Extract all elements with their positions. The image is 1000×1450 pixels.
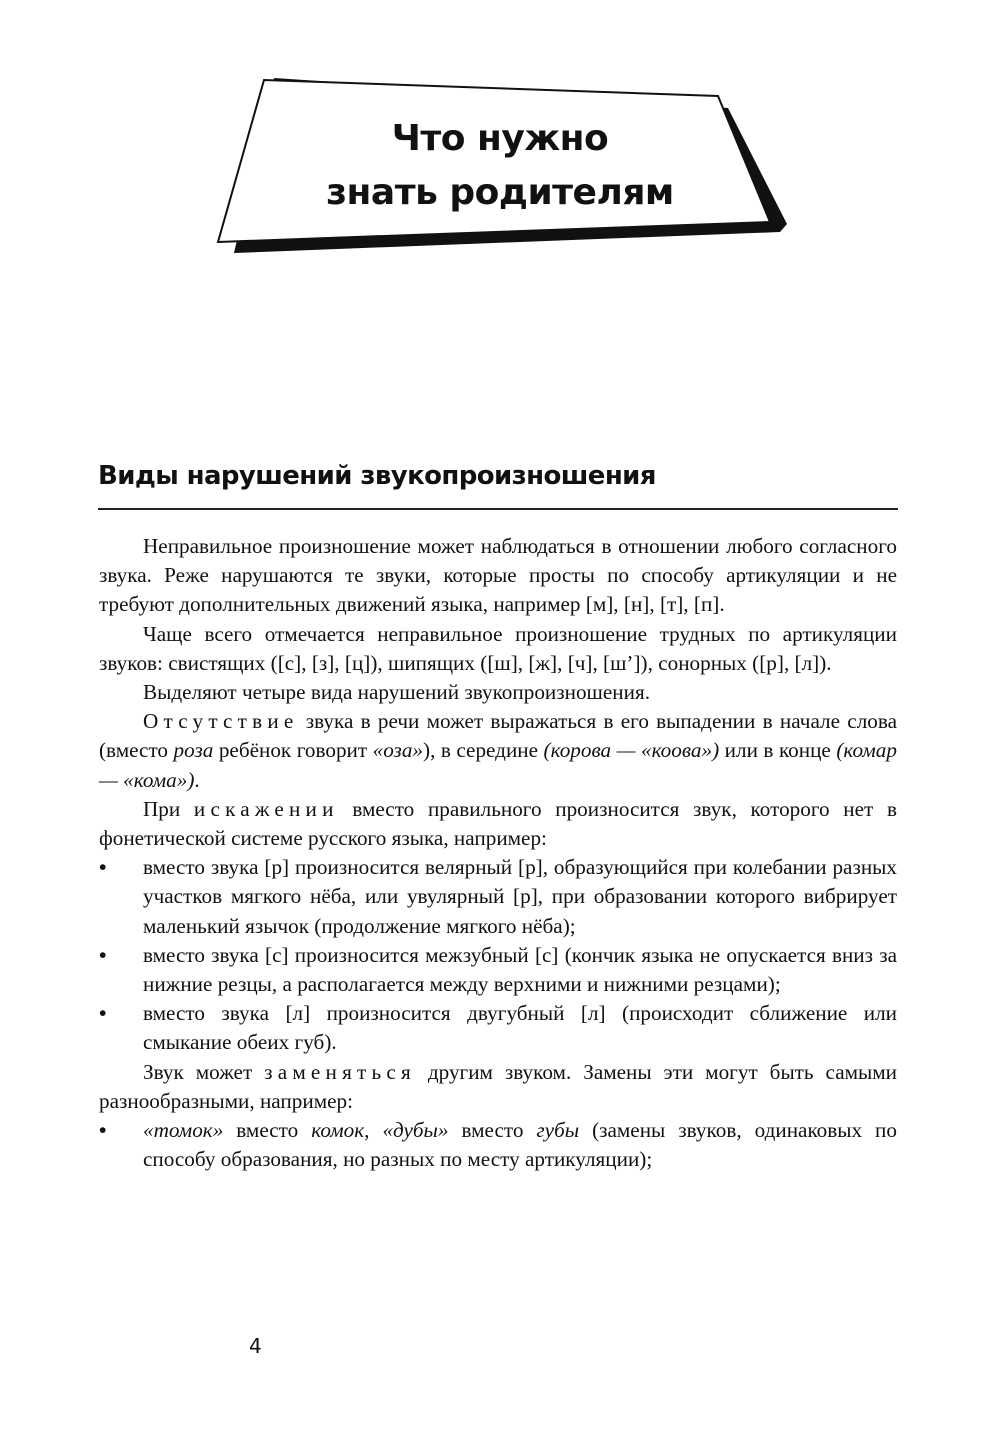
example-word: губы xyxy=(536,1118,580,1143)
bullet-icon: • xyxy=(99,1118,107,1143)
bullet-icon: • xyxy=(99,942,107,967)
example-word: «дубы» xyxy=(382,1118,449,1143)
list-item xyxy=(99,853,897,941)
text-run: При xyxy=(143,796,194,821)
heading-divider xyxy=(98,508,898,510)
text-run: звука в речи может выражаться в его выпадении в начале слова (вместо xyxy=(99,709,897,763)
text-run: или в конце xyxy=(719,738,837,763)
chapter-banner xyxy=(210,70,800,260)
bullet-icon: • xyxy=(99,1001,107,1026)
body-text xyxy=(99,532,897,1174)
distortion-list xyxy=(99,853,897,1057)
page-number: 4 xyxy=(249,1334,262,1358)
text-run: ребёнок говорит xyxy=(213,738,373,763)
list-item-text: вместо звука [с] произносится межзубный [с] (кончик языка не опускается вниз за нижние резцы, а располагается между верхними и нижними резцами); xyxy=(143,942,897,997)
text-run: (замены звуков, одинаковых по способу образования, но разных по месту артикуляции); xyxy=(143,1118,897,1172)
text-run: ), в середине xyxy=(423,738,544,763)
term-absence: Отсутствие xyxy=(143,709,299,734)
term-substitution: заменяться xyxy=(264,1059,416,1084)
text-run: , xyxy=(364,1118,383,1143)
paragraph-distortion xyxy=(99,795,897,853)
list-item-text: вместо звука [р] произносится велярный [р], образующийся при колебании разных участков мягкого нёба, или увулярный [р], при образовании которого вибрирует маленький язычок (продолжение мягкого нёба); xyxy=(143,855,897,938)
paragraph-2: Чаще всего отмечается неправильное произношение трудных по артикуляции звуков: свистящих ([с], [з], [ц]), шипящих ([ш], [ж], [ч], [ш’]), сонорных ([р], [л]). xyxy=(99,621,897,675)
text-run: другим звуком. Замены эти могут быть самыми разнообразными, например: xyxy=(99,1059,897,1113)
list-item xyxy=(99,1116,897,1174)
text-run: вместо правильного произносится звук, которого нет в фонетической системе русского языка, например: xyxy=(99,796,897,851)
text-run: . xyxy=(194,767,200,792)
list-item xyxy=(99,999,897,1057)
section-heading: Виды нарушений звукопроизношения xyxy=(98,461,656,491)
text-run: Звук может xyxy=(143,1059,265,1084)
example-word: (комар — «кома») xyxy=(99,738,897,792)
paragraph-substitution xyxy=(99,1058,897,1116)
example-word: (корова — «коова») xyxy=(543,738,720,763)
term-distortion: искажении xyxy=(193,796,339,821)
list-item-text: вместо звука [л] произносится двугубный [л] (происходит сближение или смыкание обеих губ). xyxy=(143,1001,897,1055)
substitution-list xyxy=(99,1116,897,1174)
chapter-title-line-1: Что нужно xyxy=(391,118,609,159)
list-item xyxy=(99,941,897,999)
text-run: вместо xyxy=(448,1118,537,1143)
paragraph-absence xyxy=(99,707,897,795)
example-word: роза xyxy=(173,738,214,763)
paragraph-1: Неправильное произношение может наблюдаться в отношении любого согласного звука. Реже нарушаются те звуки, которые просты по способу артикуляции и не требуют дополнительных движений языка, например [м], [н], [т], [п]. xyxy=(99,534,897,617)
chapter-title-line-2: знать родителям xyxy=(326,172,674,213)
chapter-title xyxy=(210,112,790,220)
example-word: «оза» xyxy=(372,738,424,763)
example-word: «томок» xyxy=(143,1118,224,1143)
bullet-icon: • xyxy=(99,855,107,880)
paragraph-3: Выделяют четыре вида нарушений звукопроизношения. xyxy=(143,680,650,705)
example-word: комок xyxy=(311,1118,365,1143)
text-run: вместо xyxy=(223,1118,312,1143)
